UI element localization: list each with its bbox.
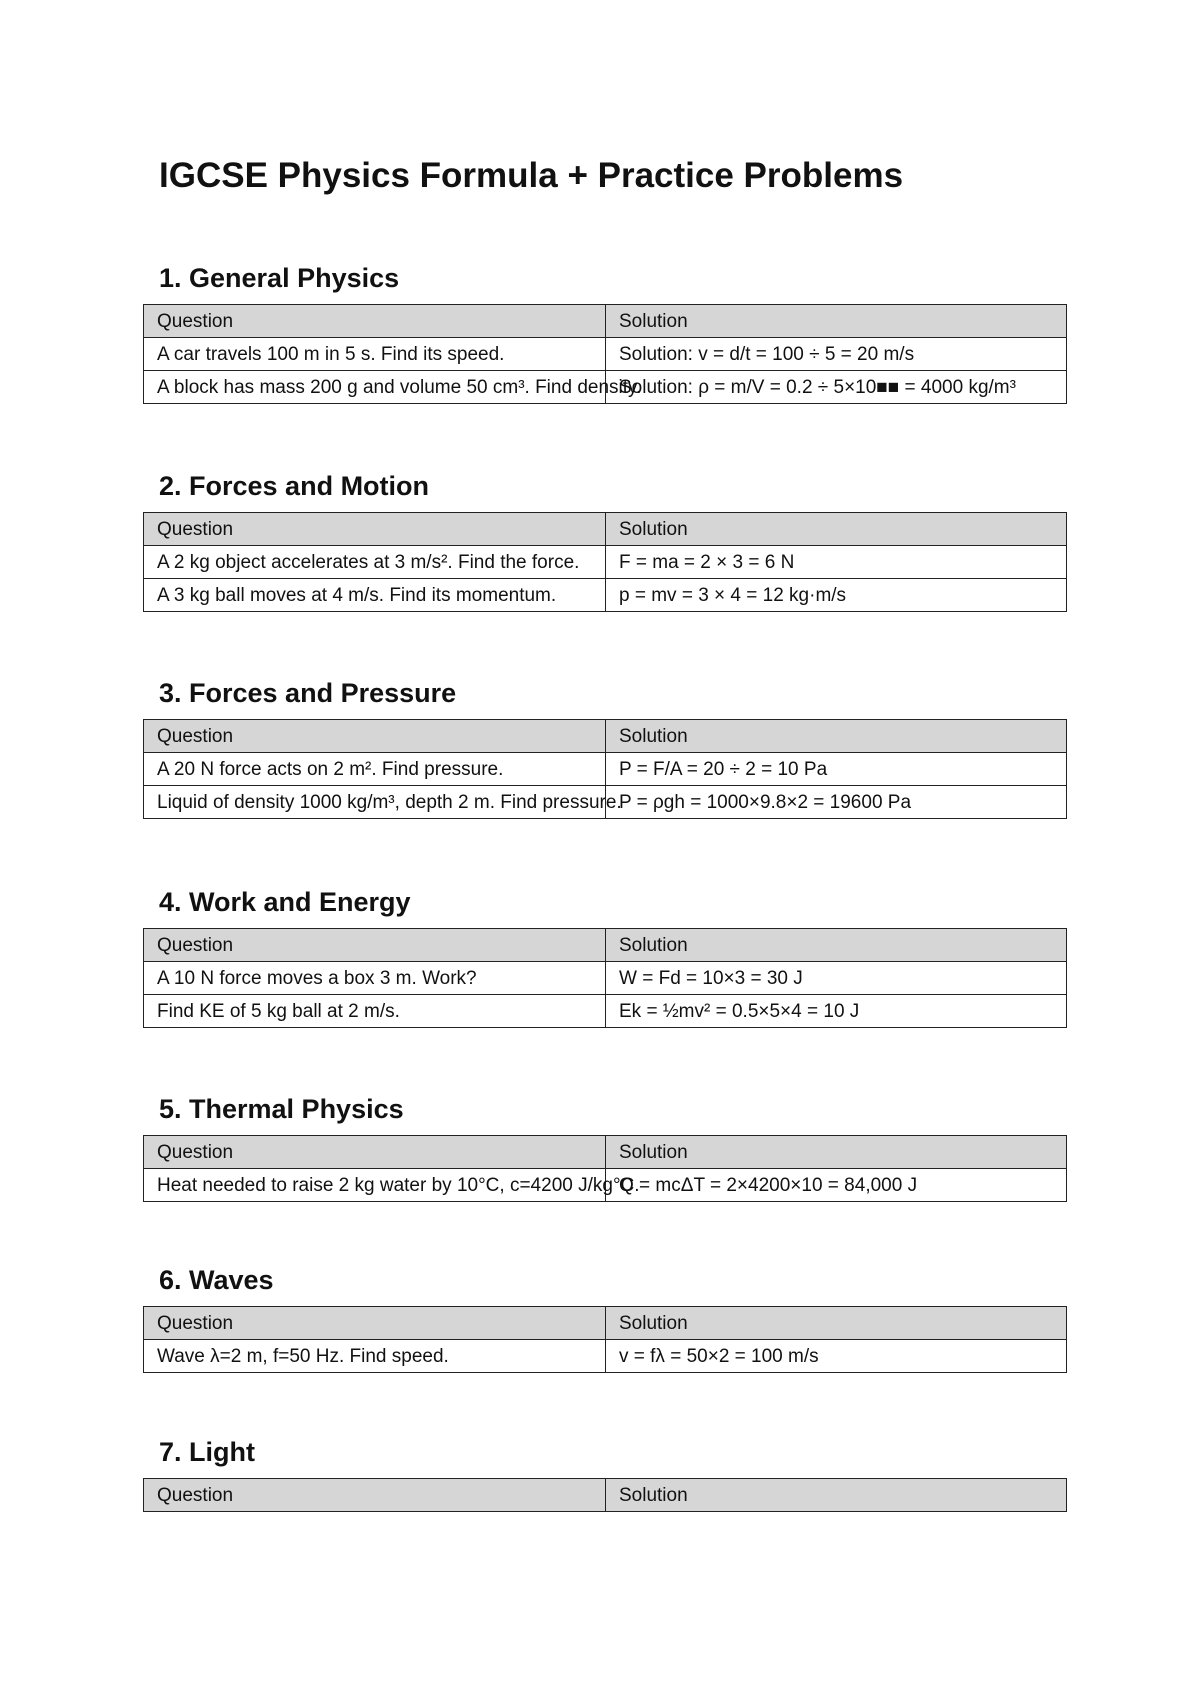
table-row (144, 786, 1067, 819)
question-cell: Wave λ=2 m, f=50 Hz. Find speed. (144, 1340, 606, 1373)
question-column-header: Question (144, 305, 606, 338)
section-work-and-energy (143, 886, 1066, 1028)
problems-table (143, 1135, 1067, 1202)
section-waves (143, 1264, 1066, 1373)
solution-column-header: Solution (606, 1136, 1067, 1169)
table-row (144, 995, 1067, 1028)
table-header-row (144, 720, 1067, 753)
section-heading: 7. Light (159, 1437, 255, 1467)
question-cell: A 3 kg ball moves at 4 m/s. Find its momentum. (144, 579, 606, 612)
solution-cell: Solution: v = d/t = 100 ÷ 5 = 20 m/s (606, 338, 1067, 371)
table-header-row (144, 1307, 1067, 1340)
solution-cell: F = ma = 2 × 3 = 6 N (606, 546, 1067, 579)
section-light (143, 1436, 1066, 1512)
section-heading: 1. General Physics (159, 263, 400, 293)
table-row (144, 371, 1067, 404)
page-title: IGCSE Physics Formula + Practice Problems (159, 156, 904, 195)
solution-cell: W = Fd = 10×3 = 30 J (606, 962, 1067, 995)
table-row (144, 579, 1067, 612)
table-header-row (144, 1479, 1067, 1512)
question-column-header: Question (144, 720, 606, 753)
section-forces-and-pressure (143, 677, 1066, 819)
solution-cell: P = ρgh = 1000×9.8×2 = 19600 Pa (606, 786, 1067, 819)
table-row (144, 546, 1067, 579)
question-column-header: Question (144, 1307, 606, 1340)
solution-cell: P = F/A = 20 ÷ 2 = 10 Pa (606, 753, 1067, 786)
table-row (144, 962, 1067, 995)
table-header-row (144, 305, 1067, 338)
solution-column-header: Solution (606, 1479, 1067, 1512)
section-forces-and-motion (143, 470, 1066, 612)
question-cell: Heat needed to raise 2 kg water by 10°C, c=4200 J/kg°C. (144, 1169, 606, 1202)
solution-cell: Q = mcΔT = 2×4200×10 = 84,000 J (606, 1169, 1067, 1202)
problems-table (143, 304, 1067, 404)
question-column-header: Question (144, 1479, 606, 1512)
section-heading: 4. Work and Energy (159, 887, 411, 917)
section-thermal-physics (143, 1093, 1066, 1202)
section-heading: 2. Forces and Motion (159, 471, 430, 501)
table-row (144, 1169, 1067, 1202)
table-header-row (144, 929, 1067, 962)
section-heading: 6. Waves (159, 1265, 274, 1295)
solution-cell: Solution: ρ = m/V = 0.2 ÷ 5×10■■ = 4000 kg/m³ (606, 371, 1067, 404)
problems-table (143, 1306, 1067, 1373)
question-column-header: Question (144, 1136, 606, 1169)
solution-column-header: Solution (606, 720, 1067, 753)
solution-column-header: Solution (606, 929, 1067, 962)
question-cell: Find KE of 5 kg ball at 2 m/s. (144, 995, 606, 1028)
question-cell: A 20 N force acts on 2 m². Find pressure. (144, 753, 606, 786)
question-cell: A 2 kg object accelerates at 3 m/s². Find the force. (144, 546, 606, 579)
section-heading: 3. Forces and Pressure (159, 678, 457, 708)
table-header-row (144, 1136, 1067, 1169)
question-cell: Liquid of density 1000 kg/m³, depth 2 m. Find pressure. (144, 786, 606, 819)
solution-cell: Ek = ½mv² = 0.5×5×4 = 10 J (606, 995, 1067, 1028)
question-cell: A car travels 100 m in 5 s. Find its speed. (144, 338, 606, 371)
solution-column-header: Solution (606, 513, 1067, 546)
question-cell: A 10 N force moves a box 3 m. Work? (144, 962, 606, 995)
question-cell: A block has mass 200 g and volume 50 cm³. Find density. (144, 371, 606, 404)
problems-table (143, 512, 1067, 612)
problems-table (143, 1478, 1067, 1512)
solution-column-header: Solution (606, 305, 1067, 338)
table-header-row (144, 513, 1067, 546)
problems-table (143, 928, 1067, 1028)
table-row (144, 338, 1067, 371)
table-row (144, 1340, 1067, 1373)
solution-cell: v = fλ = 50×2 = 100 m/s (606, 1340, 1067, 1373)
problems-table (143, 719, 1067, 819)
section-heading: 5. Thermal Physics (159, 1094, 404, 1124)
solution-column-header: Solution (606, 1307, 1067, 1340)
section-general-physics (143, 262, 1066, 404)
solution-cell: p = mv = 3 × 4 = 12 kg·m/s (606, 579, 1067, 612)
question-column-header: Question (144, 929, 606, 962)
question-column-header: Question (144, 513, 606, 546)
table-row (144, 753, 1067, 786)
